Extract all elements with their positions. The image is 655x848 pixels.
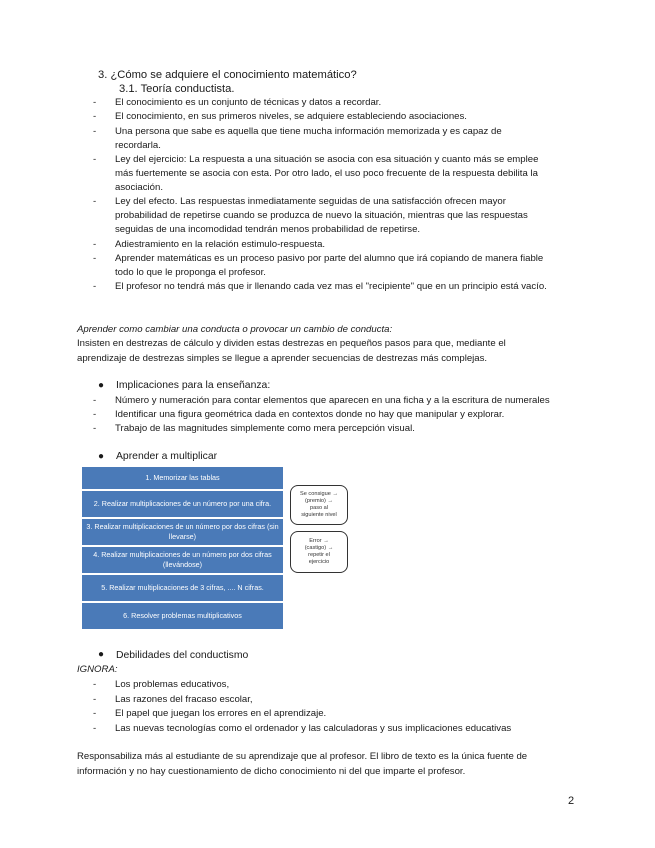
note-line: paso al [309,505,329,511]
list-item-line: El profesor no tendrá más que ir llenando cada vez mas el "recipiente" que en un principio está vacío. [115,281,547,293]
page-number: 2 [568,795,575,807]
section-heading: 3. ¿Cómo se adquiere el conocimiento matemático? [98,69,357,81]
note-line: repetir el [308,552,330,558]
list-item-line: Una persona que sabe es aquella que tiene mucha información memorizada y es capaz de [115,125,502,137]
list-item-line: Ley del efecto. Las respuestas inmediatamente seguidas de una satisfacción ofrecen mayor [115,196,506,208]
flow-step: 3. Realizar multiplicaciones de un número por dos cifras (sin llevarse) [82,519,283,547]
list-dash: - [93,693,97,705]
flow-step: 6. Resolver problemas multiplicativos [82,603,283,629]
bullet-dot: ● [98,451,105,462]
list-dash: - [93,679,97,690]
weakness-heading: Debilidades del conductismo [116,650,249,661]
flow-step: 1. Memorizar las tablas [82,467,283,491]
list-dash: - [93,196,97,208]
ignora-label: IGNORA: [77,664,118,675]
punishment-note [290,531,348,573]
list-item-line: Los problemas educativos, [115,679,230,690]
note-line: (castigo) → [304,545,334,551]
list-item-line: Identificar una figura geométrica dada en contextos donde no hay que manipular y explorar. [115,409,505,420]
closing-paragraph-line: información y no hay cuestionamiento de dicho conocimiento ni del que imparte el profesor. [77,766,466,777]
list-item-line: El conocimiento, en sus primeros niveles, se adquiere estableciendo asociaciones. [115,111,467,123]
list-item-line: más fuertemente se asocia con esta. Por otro lado, el uso poco frecuente de la respuesta debilita la [115,167,538,179]
flow-step: 4. Realizar multiplicaciones de un número por dos cifras (llevándose) [82,547,283,575]
list-item-line: El conocimiento es un conjunto de técnicas y datos a recordar. [115,97,382,108]
list-item-line: recordarla. [115,139,161,151]
learn-paragraph-line: aprendizaje de destrezas simples se llegue a aprender secuencias de destrezas más complejas. [77,353,488,364]
list-dash: - [93,423,97,434]
list-item-line: Adiestramiento en la relación estimulo-respuesta. [115,238,326,250]
list-item-line: Las nuevas tecnologías como el ordenador y las calculadoras y sus implicaciones educativas [115,722,512,734]
list-dash: - [93,409,97,420]
multiply-heading: Aprender a multiplicar [116,451,218,462]
list-item-line: Las razones del fracaso escolar, [115,693,253,705]
closing-paragraph-line: Responsabiliza más al estudiante de su aprendizaje que al profesor. El libro de texto es la única fuente de [77,751,528,762]
list-dash: - [93,281,97,293]
note-line: Se consigue → [300,491,338,497]
list-dash: - [93,97,97,108]
list-dash: - [93,238,97,250]
list-dash: - [93,708,97,719]
list-item-line: El papel que juegan los errores en el aprendizaje. [115,708,327,719]
implications-heading: Implicaciones para la enseñanza: [116,380,271,391]
flow-step: 5. Realizar multiplicaciones de 3 cifras, .... N cifras. [82,575,283,603]
subsection-heading: 3.1. Teoría conductista. [119,83,235,95]
note-line: (premio) → [305,498,333,504]
list-dash: - [93,252,97,264]
reward-note [290,485,348,525]
bullet-dot: ● [98,649,105,660]
list-dash: - [93,395,97,406]
list-item-line: Aprender matemáticas es un proceso pasivo por parte del alumno que irá copiando de manera fiable [115,252,544,264]
list-item-line: Número y numeración para contar elementos que aparecen en una ficha y a la escritura de numerales [115,395,550,406]
list-item-line: Ley del ejercicio: La respuesta a una situación se asocia con esa situación y cuanto más se emplee [115,153,539,165]
learn-heading: Aprender como cambiar una conducta o provocar un cambio de conducta: [77,324,393,335]
list-item-line: probabilidad de repetirse cuando se produzca de nuevo la situación, mientras que las respuestas [115,210,528,222]
note-line: ejercicio [308,559,330,565]
list-dash: - [93,722,97,734]
note-line: Error → [309,538,329,544]
note-line: siguiente nivel [301,512,337,518]
flow-step: 2. Realizar multiplicaciones de un número por una cifra. [82,491,283,519]
learn-paragraph-line: Insisten en destrezas de cálculo y dividen estas destrezas en pequeños pasos para que, mediante el [77,338,506,349]
list-dash: - [93,111,97,123]
list-item-line: asociación. [115,181,163,193]
bullet-dot: ● [98,380,105,391]
list-dash: - [93,153,97,165]
list-item-line: todo lo que le proponga el profesor. [115,266,266,278]
list-item-line: seguidas de una incomodidad tendrán menos probabilidad de repetirse. [115,224,421,236]
list-item-line: Trabajo de las magnitudes simplemente como mera percepción visual. [115,423,415,434]
list-dash: - [93,125,97,137]
